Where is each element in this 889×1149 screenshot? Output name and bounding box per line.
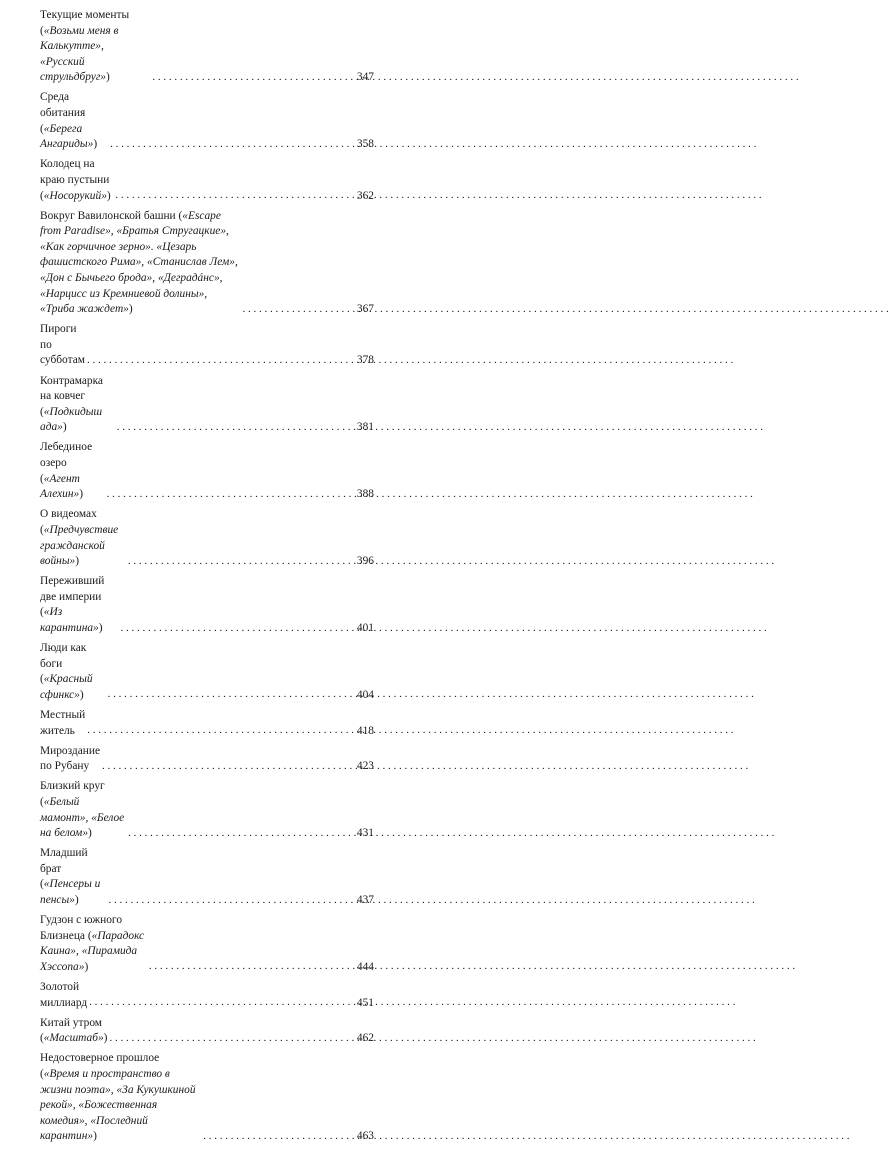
toc-page-number: 378 xyxy=(356,354,374,367)
dot-leader xyxy=(128,828,352,839)
toc-entry-subtitles: «Предчувствие гражданской войны» xyxy=(40,523,119,568)
toc-entry-subtitles: «Берега Ангариды» xyxy=(40,122,94,151)
toc-entry xyxy=(40,708,374,739)
toc-entry xyxy=(40,846,374,908)
dot-leader xyxy=(87,355,352,366)
toc-entry-text: Люди как боги («Красный сфинкс») xyxy=(40,642,93,701)
toc-page-number: 367 xyxy=(356,303,374,316)
toc-entry xyxy=(40,157,374,204)
dot-leader xyxy=(107,489,352,500)
toc-entry xyxy=(40,374,374,436)
toc-page-number: 423 xyxy=(356,760,374,773)
dot-leader xyxy=(109,1033,352,1044)
toc-entry-text: Китай утром («Масштаб») xyxy=(40,1016,108,1045)
toc-entry-text: Младший брат («Пенсеры и пенсы») xyxy=(40,847,101,906)
toc-entry-subtitles: «Носорукий» xyxy=(43,189,107,202)
toc-entry xyxy=(40,574,374,636)
toc-entry xyxy=(40,322,374,369)
toc-entry xyxy=(40,440,374,502)
toc-entry-text: Контрамарка на ковчег («Подкидыш ада») xyxy=(40,374,103,434)
toc-entry-subtitles: «Пенсеры и пенсы» xyxy=(40,878,101,906)
table-of-contents xyxy=(40,8,374,1149)
dot-leader xyxy=(108,689,352,700)
toc-page-number: 462 xyxy=(356,1032,374,1045)
dot-leader xyxy=(120,623,352,634)
toc-entry-text: Колодец на краю пустыни («Носорукий») xyxy=(40,158,111,202)
toc-page-number: 401 xyxy=(356,621,374,634)
toc-entry-text: Мироздание по Рубану xyxy=(40,744,101,773)
toc-entry-text: Лебединое озеро («Агент Алехин») xyxy=(40,441,93,501)
toc-entry xyxy=(40,209,374,318)
toc-entry-text: Переживший две империи («Из карантина») xyxy=(40,575,105,634)
toc-entry xyxy=(40,980,374,1011)
toc-page-number: 388 xyxy=(356,488,374,501)
toc-entry-subtitles: «Возьми меня в Калькутте», «Русский струльдбруг» xyxy=(40,24,119,84)
toc-entry-text: Пироги по субботам xyxy=(40,323,85,367)
toc-page-number: 362 xyxy=(356,189,374,202)
toc-page-number: 404 xyxy=(356,688,374,701)
toc-entry xyxy=(40,8,374,86)
toc-entry-subtitles: «Escape from Paradise», «Братья Стругацкие», «Как горчичное зерно». «Цезарь фашистского Рима», «Станислав Лем», «Дон с Бычьего брода», «Деградáнс», «Нарцисс из Кремниевой долины», «Триба жаждет» xyxy=(40,209,238,316)
toc-entry-text: Вокруг Вавилонской башни («Escape from Paradise», «Братья Стругацкие», «Как горчичное зерно». «Цезарь фашистского Рима», «Станислав Лем», «Дон с Бычьего брода», «Деградáнс», «Нарцисс из Кремниевой долины», «Триба жаждет») xyxy=(40,209,238,316)
toc-entry xyxy=(40,913,374,975)
toc-entry-text: Недостоверное прошлое («Время и пространство в жизни поэта», «За Кукушкиной рекой», «Божественная комедия», «Последний карантин») xyxy=(40,1052,196,1143)
toc-entry xyxy=(40,779,374,841)
dot-leader xyxy=(152,72,352,83)
toc-entry-subtitles: «Из карантина» xyxy=(40,606,99,634)
toc-entry-text: Золотой миллиард xyxy=(40,980,88,1009)
toc-entry-text: Гудзон с южного Близнеца («Парадокс Каина», «Пирамида Хэссопа») xyxy=(40,914,145,973)
dot-leader xyxy=(203,1131,352,1142)
toc-entry-text: Среда обитания («Берега Ангариды») xyxy=(40,91,98,151)
toc-page-number: 431 xyxy=(356,827,374,840)
toc-entry xyxy=(40,744,374,775)
dot-leader xyxy=(89,997,352,1008)
toc-page-number: 347 xyxy=(356,71,374,84)
toc-entry xyxy=(40,641,374,703)
toc-page-number: 358 xyxy=(356,138,374,151)
dot-leader xyxy=(110,139,352,150)
dot-leader xyxy=(87,725,352,736)
toc-entry-subtitles: «Агент Алехин» xyxy=(40,472,80,501)
toc-page-number: 463 xyxy=(356,1130,374,1143)
dot-leader xyxy=(102,761,352,772)
toc-page-number: 444 xyxy=(356,960,374,973)
toc-entry-subtitles: «Белый мамонт», «Белое на белом» xyxy=(40,795,125,840)
toc-page-number: 396 xyxy=(356,555,374,568)
toc-entry xyxy=(40,507,374,569)
toc-page-number: 437 xyxy=(356,893,374,906)
toc-entry xyxy=(40,90,374,152)
toc-entry-subtitles: «Красный сфинкс» xyxy=(40,673,93,701)
toc-entry-subtitles: «Масштаб» xyxy=(43,1032,104,1045)
toc-entry-subtitles: «Парадокс Каина», «Пирамида Хэссопа» xyxy=(40,929,145,973)
toc-page-number: 451 xyxy=(356,996,374,1009)
page xyxy=(0,0,400,1143)
toc-entry-text: Местный житель xyxy=(40,708,86,737)
dot-leader xyxy=(243,304,353,315)
dot-leader xyxy=(128,556,352,567)
dot-leader xyxy=(117,422,352,433)
toc-entry-subtitles: «Подкидыш ада» xyxy=(40,405,103,434)
toc-page-number: 418 xyxy=(356,724,374,737)
dot-leader xyxy=(115,190,352,201)
toc-entry-subtitles: «Время и пространство в жизни поэта», «За Кукушкиной рекой», «Божественная комедия», «Последний карантин» xyxy=(40,1067,196,1143)
toc-entry-text: Текущие моменты («Возьми меня в Калькутте», «Русский струльдбруг») xyxy=(40,9,130,84)
toc-page-number: 381 xyxy=(356,421,374,434)
toc-entry-text: Близкий круг («Белый мамонт», «Белое на белом») xyxy=(40,780,125,840)
toc-entry-text: О видеомах («Предчувствие гражданской войны») xyxy=(40,508,119,568)
toc-entry xyxy=(40,1016,374,1047)
dot-leader xyxy=(108,895,352,906)
toc-entry xyxy=(40,1051,374,1145)
dot-leader xyxy=(149,961,352,972)
